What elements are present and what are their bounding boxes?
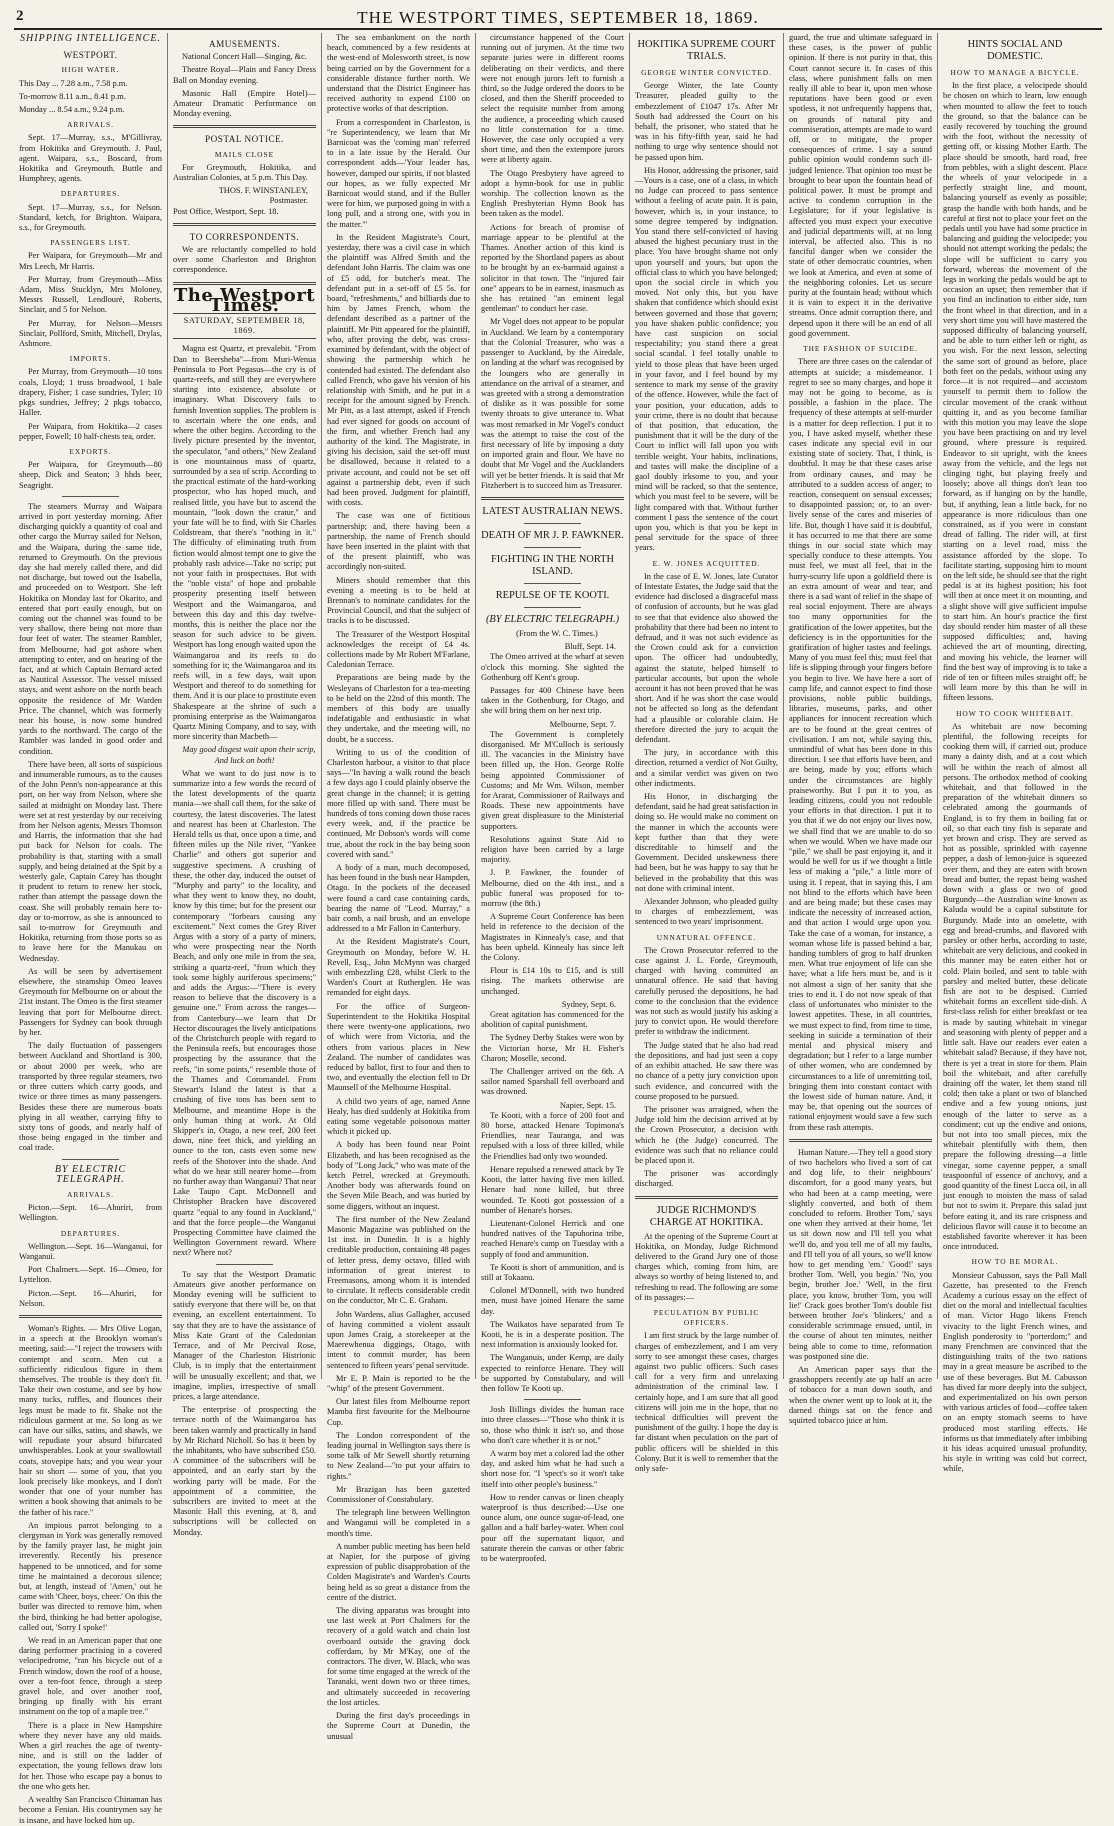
subheading-arrivals: ARRIVALS. — [67, 1189, 114, 1199]
article-paragraph: In the first place, a velocipede should be chosen on which to learn, low enough when mounted to allow the feet to touch the ground, so that the balance can be easily recovered by touching the ground with the foot, without the necessity of getting off, or kissing Mother Earth. The place should be smooth, hard road, free from pebbles, with a slight descent. Place the wheels of your velocipede in a perfectly straight line, and mount, balancing yourself as evenly as possible; grasp the handle with both hands, and be careful at first not to place your feet on the pedals until you have had some practice in balancing and guiding the velocipede; you should not attempt working the pedals; the slope will be sufficient to carry you forward, whereas the movement of the legs in working the pedals would be apt to occasion an upset; then remember that if you find an inclination to either side, turn the front wheel in that direction, and in a very short time you will have mastered the supposed difficulty of balancing yourself, and be able to turn either left or right, as you wish. For the next lesson, selecting the same sort of ground as before, place both feet on the pedals, without using any force—it is not required—and accustom yourself to permit them to follow the circular movement of the crank without quitting it, and as you become familiar with this motion you may leave the slope you have been practising on and try level ground, where pressure is required. Endeavor to sit upright, with the knees away from the vehicle, and the legs not clinging tight, but playing freely and loosely; above all things don't lean too forward, as if hanging on by the handle, but, if anything, lean a little back, for no appearance is more ridiculous than one constrained, as if you were in constant dread of falling. The rider will, at first starting on a level road, miss the assistance afforded by the slope. To facilitate starting, supposing him to mount on the left side, he should see that the right pedal is at its highest position; his foot will then at once meet it on mounting, and a slight shove will give sufficient impulse to start him. An hour's practice the first day should render him master of all these supposed difficulties; and, having achieved the art of mounting, directing, and moving his vehicle, the learner will find the best way of improving is to take a ride of ten or fifteen miles straight off; he will learn more by this than he will in fifteen lessons. — [943, 81, 1087, 703]
article-paragraph: The steamers Murray and Waipara arrived in port yesterday morning. After discharging quickly a quantity of coal and other cargo the Murray sailed for Nelson, and the Waipara, during the same tide, returned to Greymouth. On the previous day she had merely called there, and did not discharge, but towed out the Isabella, and proceeded on to Westport. She left Hokitika on Monday last for Okarito, and entered that port easily enough, but on coming out the channel was found to be very shallow, there being not more than four feet of water. The steamer Rambler, from Melbourne, had got ashore when attempting to enter, and on hearing of the fact, and at which Captain Bernard acted as Nautical Assessor. The vessel missed stays, and went ashore on the north beach opposite the residence of Mr Warden Price. The channel, which was formerly near his house, is now some hundred yards to the northward. The cargo of the Rambler was landed in good order and condition. — [19, 501, 162, 756]
article-paragraph: The Otago Presbytery have agreed to adopt a hymn-book for use in public worship. The collection known as the English Presbyterian Hymn Book has been taken as the model. — [481, 168, 624, 219]
masthead — [14, 6, 1102, 30]
passengers-text: Per Murray, from Greymouth—Miss Adam, Miss Stucklyn, Mrs Moloney, Messrs Russell, Lendlouré, Roberts, Sinclair, and 5 for Nelson. — [19, 274, 162, 315]
amusement-item: Masonic Hall (Empire Hotel)—Amateur Dramatic Performance on Monday evening. — [173, 88, 316, 119]
article-paragraph: Human Nature.—They tell a good story of two bachelors who lived a sort of cat and dog life, to their neighbours' discomfort, for a good many years, but who had been at a camp meeting, were slightly converted, and both of them concluded to reform. Brother Tom,' says one when they arrived at their home, 'let us sit down now and I'll tell you what we'll do, and you tell me of all my faults, and I'll tell you of all yours, so we'll know how to get mending 'em.' 'Good!' says brother Tom. 'Well, you begin.' 'No, you begin, brother Joe.' 'Well, in the first place, you know, brother Tom, you will lie!' Crack goes brother Tom's double fist between brother Joe's 'blinkers,' and a considerable scrimmage ensued, until, in the course of about ten minutes, neither being able to come to time, reformation was postponed sine die. — [789, 1147, 932, 1361]
article-paragraph: Mr Vogel does not appear to be popular in Auckland. We learn by a contemporary that the Colonial Treasurer, who was a passenger to Auckland, by the Airedale, on landing at the wharf was recognised by the loungers who are generally in attendance on the arrival of a steamer, and was greeted with a strong a demonstration of dislike as it was possible for some twenty throats to give utterance to. What was most remarked in Mr Vogel's conduct was the attempt to raise the cost of the first necessary of life by imposing a duty on imported grain and flour. We have no doubt that Mr Vogel and the Aucklanders will yet be better friends. It is said that Mr Fitzherbert is to succeed him as Treasurer. — [481, 317, 624, 490]
column-2 — [168, 33, 322, 1537]
article-paragraph: Monsieur Cabusson, says the Pall Mall Gazette, has presented to the French Academy a curious essay on the effect of diet on the moral and intellectual faculties of man. Victor Hugo likens French vivacity to the light French wines, and English ponderosity to "porterdom;" and many Frenchmen are convinced that the distinguishing traits of the two nations may in a great measure be ascribed to the use of these beverages. But M. Cabusson has dived far more deeply into the subject, and experimentalized on his own person with various articles of food—coffee taken on an empty stomach seems to have produced most startling effects. He informs us that immediately after imbibing it his ideas acquired unusual profundity, his style in writing was cold but correct, while, — [943, 1270, 1087, 1474]
postal-place-date: Post Office, Westport, Sept. 18. — [173, 206, 279, 216]
article-paragraph: The daily fluctuation of passengers between Auckland and Shortland is 300, or about 2000 per week, who are transported by three regular steamers, two or three cutters which carry goods, and twice or three times as many passengers. Besides these there are numerous boats plying in all weather, carrying fifty to sixty tons of goods, and nearly half of those being engaged in the timber and coal trade. — [19, 1041, 162, 1153]
article-paragraph: The Waikatos have separated from Te Kooti, he is in a desperate position. The next information is anxiously looked for. — [481, 1319, 624, 1350]
subheading-mails-close: MAILS CLOSE — [214, 149, 275, 159]
tide-row: To-morrow 8.11 a.m., 8.41 p.m. — [19, 91, 126, 101]
article-paragraph: There is a place in New Hampshire where they never have any old maids. When a girl reaches the age of twenty-nine, and is still on the ladder of expectation, the young fellows draw lots for her. Those who escape pay a bonus to the one who gets her. — [19, 1720, 162, 1791]
subheading-exports: EXPORTS. — [69, 446, 112, 456]
leader-paragraph: What we want to do just now is to summarize into a few words the record of the latest developments of the quartz mania—we shall call them, for the sake of courtesy, the latest discoveries. The latest and nearest has been at Charleston. The Herald tells us that, once upon a time, and fifteen miles up the Nile river, "Yankee Charlie" and others got superior and suggestive specimens. A crushing of these, the other day, induced the outset of "Murphy and party" to the locality, and what they went to know they, no doubt, know by this time; but for the present our contemporary "forbears causing any excitement." Next comes the Grey River Argus with a story of a party of miners, who were prospecting near the North Beach, and only one mile in from the sea, striking a quartz-reef, "from which they took some highly auriferous specimens;" and adds the Argus:—"There is every reason to believe that the discovery is a genuine one." From across the ranges—from Canterbury—we learn that Dr Hector discourages the lively anticipations of the Christchurch people with regard to the Peninsula reefs, but encourages those prospecting by the assurance that the reefs, "in some points," resemble those of the Thames and Coromandel. From Stewart's Island the latest is that a crushing of five tons has been sent to Melbourne, and meantime Hope is the only human thing at work. At Old Skipper's in, Otago, a new reef, 200 feet down, nine feet thick, and yielding an ounce to the ton, casts even some new reefs of the Shotover into the shade. And what do we hear still nearer home—from no further away than Wanganui? That near Lake Taupo Capt. McDonnell and Christopher Bracken have discovered quartz "equal to any found in Auckland," and that the force people—the Wanganui Prospecting Committee have claimed the Wellington Government reward. Where next? Where not? — [173, 768, 316, 1258]
paper-title: The Westport Times. — [173, 284, 316, 316]
leader-paragraph: Magna est Quartz, et prevalebit. "From Dan to Beersheba"—from Muri-Wenua Peninsula to Port Pegasus—the cry is of quartz-reefs, and still they are everywhere starting into existence, absolute or imaginary. What Discovery fails to furnish Invention supplies. The problem is to ascertain where the one ends, and where the other begins. According to the lively picture presented by the inventor, the speculator, "and others," New Zealand is one mountainous mass of quartz, surrounded by a sea of scrip. According to the practical estimate of the hard-working prospector, who has hoped much, and realised little, you have but to ascend the mountain, "look down the cratur," and your fate will be to find, with Sir Charles Coldstream, that there's "nothing in it." The difficulty of eliminating truth from fiction would almost tempt one to give the probably rash advice—Take no scrip; put not your faith in prospectuses. But with the "noble vista" of hope and probable prosperity presenting itself between Westport and the Waimangaroa, and between this day and this day twelve-months, this is neither the place nor the season for such advice to be given. Westport has long enough waited upon the Waimangaroa and its reefs to do something for it; the Waimangaroa and its reefs will, in a few days, wait upon Westport and thereof to do something for them. And it is our place to prostitute even Shakespeare at the shrine of such a promising enterprise as the Waimangaroa Quartz Mining Company, and to say, with more sincerity than Macbeth— — [173, 344, 316, 742]
divider — [789, 1139, 932, 1142]
amusement-item: National Concert Hall—Singing, &c. — [182, 52, 307, 62]
divider — [62, 496, 119, 497]
article-paragraph: The Sydney Derby Stakes were won by the Victorian horse, Mr H. Fisher's Charon; Moselle, second. — [481, 1033, 624, 1063]
article-paragraph: Great agitation has commenced for the abolition of capital punishment. — [481, 1010, 624, 1030]
telegraph-arrival: Picton.—Sept. 16—Ahuriri, from Wellington. — [19, 1203, 162, 1223]
postal-signature-title: Postmaster. — [269, 196, 308, 206]
telegraph-departure: Picton.—Sept. 16—Ahuriri, for Nelson. — [19, 1288, 162, 1308]
article-paragraph: A child two years of age, named Anne Healy, has died suddenly at Hokitika from eating some vegetable poisonous matter which it picked up. — [327, 1096, 470, 1137]
subheading-peculation: PECULATION BY PUBLIC OFFICERS. — [653, 1307, 760, 1328]
article-paragraph: The sea embankment on the north beach, commenced by a few residents at the west-end of Molesworth street, is now being carried on by the Government for a considerable distance further north. We understand that the District Engineer has received authority to expend £100 on protective works of that description. — [327, 33, 470, 114]
article-paragraph: Mr E. P. Main is reported to be the "whip" of the present Government. — [327, 1373, 470, 1393]
arrivals-text: Sept. 17—Murray, s.s., M'Gillivray, from Hokitika and Greymouth. J. Paul, agent. Waipara, s.s., Boscard, from Hokitika and Greymouth. Buttle and Humphrey, agents. — [19, 133, 162, 184]
correspondents-text: We are reluctantly compelled to hold over some Charleston and Brighton correspondence. — [173, 245, 316, 275]
article-paragraph: At the opening of the Supreme Court at Hokitika, on Monday, Judge Richmond delivered to the Grand Jury one of those charges which, coming from him, are always so worthy of being listened to, and refreshing to read. The following are some of its passages:— — [635, 1231, 778, 1302]
article-paragraph: In the Resident Magistrate's Court, yesterday, there was a civil case in which the plaintiff was Alfred Smith and the defendant John Harris. The claim was one of £5 odd, for butcher's meat. The defendant put in a set-off of £5 5s. for board, "refreshments," and billiards due to him by James French, whom the defendant described as a partner of the plaintiff. Mr Pitt appeared for the plaintiff, who, after proving the debt, was cross-examined by defendant, with the object of showing the partnership which he contended had existed. The defendant also called French, who gave his version of his relationship with Smith, and he put in a receipt for the amount signed by French. Mr Pitt, as a last attempt, asked if French had ever signed for goods on account of the firm, and whether French had any authority of the kind. The Magistrate, in giving his decision, said the set-off must be disallowed, because it related to a private account, and could not be set off against a partnership debt, even if such had been proved. Judgment for plaintiff, with costs. — [327, 232, 470, 508]
section-heading-shipping: SHIPPING INTELLIGENCE. — [20, 33, 161, 44]
telegraph-departure: Port Chalmers.—Sept. 16—Omeo, for Lyttelton. — [19, 1265, 162, 1285]
subheading-jones: E. W. JONES ACQUITTED. — [652, 558, 761, 568]
passengers-text: Per Murray, for Nelson—Messrs Sinclair, Pollford, Smith, Mitchell, Drylas, Ashmore. — [19, 318, 162, 349]
article-paragraph: George Winter, the late County Treasurer, pleaded guilty to the embezzlement of £1047 17s. After Mr South had addressed the Court on his behalf, the prisoner, who stated that he was in his fifty-fifth year, said he had nothing to urge why sentence should not be passed upon him. — [635, 81, 778, 162]
article-paragraph: The case was one of fictitious partnership; and, there having been a partnership, the name of French should have been inserted in the plaint with that of the present plaintiff, who was accordingly non-suited. — [327, 511, 470, 572]
headline-death: DEATH OF MR J. P. FAWKNER. — [481, 529, 624, 541]
column-4 — [476, 33, 630, 1563]
divider — [524, 523, 581, 524]
headline-telegraph: (BY ELECTRIC TELEGRAPH.) — [485, 613, 620, 625]
article-paragraph: There have been, all sorts of suspicious and innumerable rumours, as to the causes of the John Penn's non-appearance at this port, on her way from Nelson, where she sailed at midnight on Monday last. There were set at rest yesterday by our receiving from her Nelson agents, Messrs Thomson and Harris, the information that she had put back for Nelson for coals. The probability is that, starting with a small supply, and being detained at the Spit by a westerly gale, Captain Carey has thought it prudent to return to renew her stock, rather than attempt the passage down the coast. She will probably remain here to-day or to-morrow, as she is announced to sail to-morrow for Greymouth and Hokitika, returning from those ports so as to leave here for the Manukau on Wednesday. — [19, 759, 162, 963]
telegraph-departure: Wellington.—Sept. 16—Wanganui, for Wanganui. — [19, 1241, 162, 1261]
subheading-suicide: THE FASHION OF SUICIDE. — [803, 344, 918, 354]
exports-text: Per Waipara, for Greymouth—80 sheep, Dick and Seaton; 3 hhds beer, Seagright. — [19, 460, 162, 490]
subheading-westport: WESTPORT. — [63, 50, 118, 61]
postal-text: For Greymouth, Hokitika, and Australian Colonies, at 5 p.m. This Day. — [173, 162, 316, 183]
article-paragraph: John Wardens, alias Gallagher, accused of having committed a violent assault upon James Craig, a storekeeper at the Maerewhenua diggings, Otago, with intent to commit murder, has been sentenced to fifteen years' penal servitude. — [327, 1309, 470, 1370]
page-number: 2 — [16, 8, 24, 24]
tide-row: This Day ... 7.28 a.m., 7.58 p.m. — [19, 78, 128, 88]
subheading-imports: IMPORTS. — [69, 354, 112, 364]
columns — [14, 33, 1102, 1825]
headline-supreme-court: HOKITIKA SUPREME COURT TRIALS. — [637, 39, 776, 62]
section-heading-correspondents: TO CORRESPONDENTS. — [189, 231, 300, 242]
article-paragraph: The London correspondent of the leading journal in Wellington says there is some talk of Mr Sewell shortly returning to New Zealand—"to put your affairs to rights." — [327, 1430, 470, 1481]
column-7 — [938, 33, 1092, 1474]
article-paragraph: From a correspondent in Charleston, is "re Superintendency, we learn that Mr Barnicoat was the 'coming man' referred to in a late issue by the Herald. Our correspondent adds—'Your leader has, however, damped our spirits, if not blasted our hopes, as we fully expected Mr Barnicoat would stand, and if the Buller were for him, we purposed going in with a long pull, and a strong one, with you in the matter.'" — [327, 117, 470, 229]
amusement-item: Theatre Royal—Plain and Fancy Dress Ball on Monday evening. — [173, 65, 316, 85]
passengers-text: Per Waipara, for Greymouth—Mr and Mrs Leech, Mr Harris. — [19, 251, 162, 271]
section-heading-telegraph: BY ELECTRIC TELEGRAPH. — [54, 1163, 127, 1185]
leader-quote: May good disgest wait upon their scrip, And luck on both! — [182, 745, 316, 765]
article-paragraph: The first number of the New Zealand Masonic Magazine was published on the 1st inst. in Dunedin. It is a highly creditable production, containing 48 pages of letter press, demy octavo, filled with information of great interest to Freemasons, among whom it is intended to circulate. It reflects considerable credit on the conductor, Mr C. E. Graham. — [327, 1214, 470, 1306]
article-paragraph: The enterprise of prospecting the terrace north of the Waimangaroa has been taken warmly and practically in hand by Mr Richard Nicholl. So has it been by the inhabitants, who have subscribed £50. A committee of the subscribers will be appointed, and an early start by the working party will be made. For the appointment of a committee, the subscribers are invited to meet at the Masonic Hall this evening, at 8, and subscriptions will be collected on Monday. — [173, 1405, 316, 1537]
column-1 — [14, 33, 168, 1825]
dateline-napier: Napier, Sept. 15. — [559, 1100, 616, 1110]
subheading-whitebait: HOW TO COOK WHITEBAIT. — [956, 708, 1074, 718]
article-paragraph: A body of a man, much decomposed, has been found in the bush near Hampden, Otago. In the pockets of the deceased were found a card case containing cards, bearing the name of "Leod. Murray," a bair comb, a nail brush, and an envelope addressed to a Mr Fallon in Canterbury. — [327, 863, 470, 934]
divider — [524, 1399, 581, 1400]
subheading-winter: GEORGE WINTER CONVICTED. — [641, 68, 772, 77]
paper-dateline: SATURDAY, SEPTEMBER 18, 1869. — [173, 313, 316, 339]
column-6 — [784, 33, 938, 1426]
article-paragraph: To say that the Westport Dramatic Amateurs give another performance on Monday evening will be sufficient to satisfy everyone that there will be, on that evening, an excellent entertainment. To say that they are to have the assistance of Miss Kate Grant of the Caledonian Terrace, and of Mr Percival Rose, Manager of the Charleston Histrionic Club, is to imply that the entertainment will be unusually excellent; and that, we imagine, implies, irrespective of small prices, a large attendance. — [173, 1269, 316, 1401]
dateline-sydney: Sydney, Sept. 6. — [561, 999, 616, 1009]
headline-hints: HINTS SOCIAL AND DOMESTIC. — [967, 39, 1063, 62]
tide-row: Monday ... 8.54 a.m., 9.24 p.m. — [19, 105, 125, 115]
article-paragraph: We read in an American paper that one daring performer practising in a covered velocipedrome, "ran his bicycle out of a French window, down the roof of a house, over a ten-foot fence, through a steep gravel hole, and over another roof, bringing up finally with his errant instrument on the top of a maple tree." — [19, 1636, 162, 1717]
headline-repulse: REPULSE OF TE KOOTI. — [495, 589, 610, 601]
section-heading-postal: POSTAL NOTICE. — [205, 134, 284, 145]
divider — [481, 497, 624, 500]
article-paragraph: The Omeo arrived at the wharf at seven o'clock this morning. She sighted the Gothenburg off Kent's group. — [481, 652, 624, 682]
article-paragraph: Josh Billings divides the human race into three classes—"Those who think it is so, those who think it isn't so, and those who don't care whether it is or not." — [481, 1405, 624, 1445]
divider — [62, 1159, 119, 1160]
article-paragraph: There are three cases on the calendar of attempts at suicide; a misdemeanor. I regret to see so many charges, and hope it may not be going to become, as is possible, a fashion in the place. The frequency of these attempts at self-murder is a matter for deep reflection. I put it to you, I have asked myself, whether these cases indicate any special evil in our existing state of society. That, I think, is doubtful. It may be that these cases arise from ordinary causes, and may be attributed to a sudden access of anger; to reaction, consequent on sensual excesses; to disappointed passion; or, to an over-lively sense of the cares and miseries of life. But, though I have said it is doubtful, it has occurred to me that there are some things in our social state which may specially conduce to these attempts. You must feel, we must all feel, that in the hurry-scurry life upon a goldfield there is an extra amount of wear and tear, and there is a sad want of relief in the shape of real social enjoyment. There are always too many opportunities for the gratification of the lower appetites, but the deficiency is in the opportunities for the gratification of higher tastes and feelings. Many of you must feel this; must feel that life is slipping through your fingers before you begin to live. We have here a sort of camp life, and cannot expect to find those provisions, noble public buildings, libraries, museums, parks, and other appliances for innocent recreation which are to be found at the great centres of civilisation. I am not, while saying this, unmindful of what has been done in this direction. I see that efforts have been, and are being, made by you; efforts which under the circumstances are highly praiseworthy. But I put it to you, as leading citizens, could you not redouble your efforts in that direction. I put it to you that if we do not enjoy our lives now, we shall find that we are unable to do so when we would. When we have made our "pile," we shall be past enjoying it, and it would be well for us if we thought a little less of making a "pile," a little more of using it. I repeat, that in saying this, I am not blind to the efforts which have been and are being made; but these cases may indicate the necessity of increased action, and that action I would urge upon you. Take the case of a woman, for instance, a woman whose life is passed behind a bar, handing tumblers of grog to half drunken men. What true enjoyment of life can she have; what a life hers must be, and is it not almost a sign of her sanity that she tries to end it. I do not now speak of that class of unfortunates who minister to the lowest appetites. These, in all countries, we must expect to find, from time to time, seeking in suicide a termination of their mental and physical misery and degradation; but I refer to a large number of other women, who are condemned by circumstances to a life of unremitting toil, bringing them into constant contact with the lowest side of human nature. And, it may be, that opening out the sources of rational enjoyment would save a few such from these rash attempts. — [789, 357, 932, 1132]
divider — [524, 547, 581, 548]
article-paragraph: The Wanganuis, under Kemp, are daily expected to reinforce Henare. They will be supported by Constabulary, and will then follow Te Kooti up. — [481, 1353, 624, 1393]
departures-text: Sept. 17—Murray, s.s., for Nelson. Standard, ketch, for Brighton. Waipara, s.s., for Greymouth. — [19, 202, 162, 233]
subheading-departures: DEPARTURES. — [60, 1228, 121, 1238]
headline-latest-news: LATEST AUSTRALIAN NEWS. — [482, 505, 623, 517]
article-paragraph: Lieutenant-Colonel Herrick and one hundred natives of the Tapuhorina tribe, reached Henare's camp on Tuesday with a supply of food and ammunition. — [481, 1218, 624, 1259]
subheading-departures: DEPARTURES. — [60, 189, 121, 199]
column-3 — [322, 33, 476, 1741]
article-paragraph: Preparations are being made by the Wesleyans of Charleston for a tea-meeting to be held on the 22nd of this month. The members of this body are usually indefatigable and enthusiastic in what they undertake, and the meeting will, no doubt, be a success. — [327, 673, 470, 744]
article-paragraph: His Honor, addressing the prisoner, said—Yours is a case, one of a class, in which no Judge can proceed to pass sentence without a feeling of acute pain. It is pain, however, which is, in your instance, to some degree tempered by indignation. You stand there self-convicted of having abused the highest pecuniary trust in the place. You have brought shame not only upon yourself and yours, but upon the official class to which you have belonged; upon the social circle in which you moved. Not only this, but you have shaken that confidence which should exist between governed and those that govern; you have shaken public confidence; you have cast suspicion on social respectability; you stand there a great social scandal. I feel totally unable to yield to those pleas that have been urged in your favor, and I feel bound by my sentence to mark my sense of the gravity of the offence. However, while the fact of your position, your education, adds to your crime, there is no doubt that because of that position, that education, the punishment that it will be the duty of the Court to inflict will fall upon you with terrible weight. Your habits, inclinations, and tastes will make the discipline of a gaol doubly irksome to you, and your mind will be racked, so that the sentence, which you must feel to be severe, will be light compared with that. Without further comment I pass the sentence of the court upon you, which is that you be kept in penal servitude for the space of three years. — [635, 165, 779, 553]
article-paragraph: Alexander Johnson, who pleaded guilty to charges of embezzlement, was sentenced to two years' imprisonment. — [635, 897, 778, 927]
article-paragraph: As will be seen by advertisement elsewhere, the steamship Omeo leaves Greymouth for Melbourne on or about the 21st instant. The Omeo is the first steamer leaving that port for Melbourne direct. Passengers for Sydney can book through by her. — [19, 966, 162, 1038]
divider — [173, 125, 316, 128]
article-paragraph: A body has been found near Point Elizabeth, and has been recognised as the body of "Long Jack," who was mate of the ketch Petrel, wrecked at Greymouth. Another body was afterwards found on the Seven Mile Beach, and was buried by some diggers, without an inquest. — [327, 1140, 470, 1211]
article-paragraph: During the first day's proceedings in the Supreme Court at Dunedin, the unusual — [327, 1711, 470, 1741]
subheading-high-water: HIGH WATER. — [61, 65, 120, 75]
divider — [216, 1264, 273, 1265]
divider — [524, 607, 581, 608]
divider — [524, 583, 581, 584]
article-paragraph: Henare repulsed a renewed attack by Te Kooti, the latter having five men killed. Henare had none killed, but three wounded. Te Kooti got possession of a number of Henare's horses. — [481, 1164, 624, 1215]
article-paragraph: An American paper says that the grasshoppers recently ate up half an acre of tobacco for a man down south, and when the owner went up to look at it, the darned things sat on the fence and squirted tobacco juice at him. — [789, 1365, 932, 1426]
article-paragraph: The diving apparatus was brought into use last week at Port Chalmers for the recovery of a gold watch and chain lost overboard outside the graving dock cofferdam, by Mr M'Kay, one of the contractors. The diver, W. Black, who was for some time engaged at the wreck of the Taranaki, went down two or three times, and ultimately succeeded in recovering the lost articles. — [327, 1606, 470, 1707]
article-paragraph: The prisoner was accordingly discharged. — [635, 1169, 778, 1189]
subheading-arrivals: ARRIVALS. — [67, 120, 114, 130]
dateline-melbourne: Melbourne, Sept. 7. — [549, 719, 616, 729]
article-paragraph: In the case of E. W. Jones, late Curator of Intestate Estates, the Judge said that the evidence had disclosed a disgraceful mass of confusion of accounts, but he was glad to see that that evidence also showed the probability that there had been no intent to defraud, and it was not such evidence as the Crown could ask for a conviction upon. The officer had undoubtedly, against the statute, helped himself to particular accounts, but upon the whole account it has not been proved that he was short. And if he was short the case would not be affected so long as the defendant had a plausible or colorable claim. He therefore directed the jury to acquit the defendant. — [635, 571, 778, 744]
article-paragraph: Resolutions against State Aid to religion have been carried by a large majority. — [481, 834, 624, 865]
article-paragraph: Woman's Rights. — Mrs Olive Logan, in a speech at the Brooklyn woman's meeting, said:—"I reject the trowsers with contempt and scorn. Men cut a sufficiently ridiculous figure in them themselves. The trouble is they don't fit. Take their own costume, and see by how many tucks, ruffles, and flounces their legs must be made to fit. Shake not the ridiculous garment at me. So long as we can have our silks, satins, and shawls, we will repudiate your absurd bifurcated unwhisperables. Look at your swallowtail coats, stovepipe hats; and you wear your hair so short — some of you, that you look precisely like monkeys, and I don't wonder that one of your number has written a book showing that animals to be the father of his race." — [19, 1323, 162, 1517]
article-paragraph: Te Kooti, with a force of 200 foot and 80 horse, attacked Henare Topimona's Friendlies, near Tauranga, and was repulsed with a loss of three killed, while the Friendlies had only two wounded. — [481, 1110, 624, 1161]
article-paragraph: An impious parrot belonging to a clergyman in York was generally removed by the family prayer last, he might join irreverently. Recently his presence happened to be unnoticed, and for some time he maintained a decorous silence; but, at length, instead of 'Amen,' out he came with 'Cheer, boys, cheer.' On this the butler was directed to remove him, when the bird, thinking he had better apologise, called out, 'Sorry I spoke!' — [19, 1520, 162, 1632]
subheading-unnatural: UNNATURAL OFFENCE. — [656, 932, 757, 942]
article-paragraph: Mr Brazigan has been gazetted Commissioner of Constabulary. — [327, 1484, 470, 1505]
imports-text: Per Murray, from Greymouth—10 tons coals, Lloyd; 1 truss broadwool, 1 bale drapery, Fisher; 1 case sundries, Tyler; 10 pkgs sundries, Jeffrey; 2 pkgs tobacco, Haller. — [19, 367, 162, 418]
article-paragraph: Passages for 400 Chinese have been taken in the Gothenburg, for Otago, and she will bring them on her next trip. — [481, 685, 624, 716]
article-paragraph: The Crown Prosecutor referred to the case against J. L. Forde, Greymouth, charged with having committed an unnatural offence. He said that having carefully perused the depositions, he had come to the conclusion that the evidence was not such as would justify his asking a jury to convict upon. He would therefore prefer to withdraw the indictment. — [635, 945, 778, 1037]
newspaper-masthead-title: THE WESTPORT TIMES, SEPTEMBER 18, 1869. — [357, 8, 759, 27]
column-5 — [630, 33, 784, 1473]
divider — [173, 223, 316, 226]
article-paragraph: The Challenger arrived on the 6th. A sailor named Sparshall fell overboard and was drowned. — [481, 1067, 624, 1097]
article-paragraph: A wealthy San Francisco Chinaman has become a Fenian. His countrymen say he is insane, and have locked him up. — [19, 1795, 162, 1825]
section-heading-amusements: AMUSEMENTS. — [208, 39, 281, 49]
dateline-bluff: Bluff, Sept. 14. — [564, 642, 616, 652]
divider — [19, 1315, 162, 1318]
article-paragraph: Colonel M'Donnell, with two hundred men, must have joined Henare the same day. — [481, 1286, 624, 1316]
article-paragraph: Miners should remember that this evening a meeting is to be held at Brennan's to nominate candidates for the Provincial Council, and that the subject of tracks is to be discussed. — [327, 575, 470, 626]
article-paragraph: I am first struck by the large number of charges of embezzlement, and I am very sorry to see amongst these cases, charges against two public officers. Such cases call for a very firm and unrelaxing administration of the criminal law. I certainly hope, and I am sure that all good citizens will join me in the hope, that no technical difficulties will prevent the punishment of the guilty. I hope the day is far distant when peculation on the part of public officers will be shielded in this Colony. But it is well to remember that the only safe- — [635, 1331, 778, 1473]
article-paragraph: A warm boy met a colored lad the other day, and asked him what he had such a short nose for. "I 'spect's so it won't take itself into other people's business." — [481, 1448, 624, 1489]
article-paragraph: His Honor, in discharging the defendant, said he had great satisfaction in doing so. He would make no comment on the manner in which the accounts were kept further than that they were discreditable to himself and the Government. Decided unskewness there had been, but he was happy to say that he believed in the probability that this was not done with criminal intent. — [635, 792, 778, 893]
article-paragraph: The Government is completely disorganised. Mr M'Culloch is seriously ill. The vacancies in the Ministry have been filled up, the Hon. George Rolfe being appointed Commissioner of Customs; and Mr Wm. Wilson, member for Ararat, Commissioner of Railways and Roads. These new appointments have given great displeasure to the Ministerial supporters. — [481, 729, 624, 831]
article-paragraph: The prisoner was arraigned, when the Judge told him the decision arrived at by the Crown Prosecutor, a decision with which he (the Judge) concurred. The evidence was such that no reliance could be placed upon it. — [635, 1104, 778, 1165]
article-paragraph: Flour is £14 10s to £15, and is still rising. The markets otherwise are unchanged. — [481, 966, 624, 996]
article-paragraph: Actions for breach of promise of marriage appear to be plentiful at the Thames. Another action of this kind is reported by the Shortland papers as about to be brought by an ex-barmaid against a solicitor in that town. The "injured fair one" appears to be in earnest, inasmuch as she has retained "an eminent legal gentleman" to conduct her case. — [481, 222, 624, 314]
article-paragraph: guard, the true and ultimate safeguard in these cases, is the power of public opinion. If there is not purity in that, this Court cannot secure it. In cases of this class, where punishment falls on men really ill able to bear it, upon men whose reputations have been good or even spotless, it not unfrequently happens that, on grounds of natural pity and commiseration, attempts are made to ward off, or to mitigate, the proper consequences of crime. I say a sound public opinion would condemn such ill-judged lenience. That opinion too must be brought to bear upon the fountain head of political power. It must be prompt and active to condemn corruption in the Legislature; for if your legislative is affected you must expect your executive and judicial departments will, at no long interval, be affected also. This is no fanciful danger when we consider the state of other democratic countries, when we look at America, and even at some of the neighboring colonies. Let us secure purity at the fountain head; without which it is vain to expect it in the derivative streams. Once admit corruption there, and depend upon it there will be an end of all good government. — [789, 33, 932, 338]
subheading-moral: HOW TO BE MORAL. — [971, 1257, 1059, 1267]
article-paragraph: The telegraph line between Wellington and Wanganui will be completed in a month's time. — [327, 1508, 470, 1538]
article-paragraph: The jury, in accordance with this direction, returned a verdict of Not Guilty, and a similar verdict was given on two other indictments. — [635, 748, 778, 788]
article-paragraph: As whitebait are now becoming plentiful, the following receipts for cooking them will, if carried out, produce many a dainty dish, and at a cost which will be within the reach of almost all persons. The orthodox method of cooking whitebait, and that followed in the preparation of the whitebait dinners so celebrated among the gourmands of England, is to fry them in boiling fat or oil, so that each tiny fish is separate and yet brown and crisp. They are served as hot as possible, sprinkled with cayenne pepper, a dash of lemon-juice is squeezed over them, and they are eaten with brown bread and butter, the repast being washed down with a glass or two of good Burgundy—the Australian wine known as Kaluda would be a capital substitute for Burgundy. Made into an omelette, with egg and bread-crumbs, and flavored with parsley or other herbs, according to taste, whitebait are very delicious, and cooked in this manner may be eaten either hot or cold. Plain boiled, and sent to table with parsley and melted butter, these delicate fish are not to be despised. Curried whitebait forms an excellent side-dish. A first-class relish for either breakfast or tea is made by sauting whitebait in vinegar and seasoning with plenty of pepper and a little salt. Have our readers ever eaten a whitebait salad? Because, if they have not, there is yet a treat in store for them. Plain boil the whitebait, and after carefully draining off the water, let them stand till cold; then take a plant or two of blanched endive and a few young onions, just enough of the latter to serve as a condiment; cut up the endive and onions, but not into too small pieces, mix the whitebait plentifully with them, then prepare the following dressing—a little vinegar, some cayenne pepper, a small teaspoonful of essence of anchovy, and a good quantity of the finest Lucca oil, in all just enough to moisten the mass of salad but not to swim it. Prepare this salad just before eating it, and its rare crispness and delicious flavor will cause it to become an established favorite wherever it has been once introduced. — [943, 721, 1087, 1252]
postal-signature: THOS. F. WINSTANLEY, — [218, 186, 308, 196]
source-credit: (From the W. C. Times.) — [516, 628, 598, 638]
article-paragraph: At the Resident Magistrate's Court, Greymouth on Monday, before W. H. Revell, Esq., John McMynn was charged with embezzling £28, whilst Clerk to the Warden's Court at Rutherglen. He was remanded for eight days. — [327, 937, 470, 998]
divider — [635, 1196, 778, 1199]
headline-fighting: FIGHTING IN THE NORTH ISLAND. — [491, 553, 614, 577]
article-paragraph: J. P. Fawkner, the founder of Melbourne, died on the 4th inst., and a public funeral was proposed for to-morrow (the 8th.) — [481, 868, 624, 909]
headline-judge-charge: JUDGE RICHMOND'S CHARGE AT HOKITIKA. — [649, 1204, 764, 1228]
article-paragraph: Te Kooti is short of ammunition, and is still at Tokaanu. — [481, 1262, 624, 1282]
article-paragraph: circumstance happened of the Court running out of jurymen. At the time two separate juries were in different rooms deliberating on their verdicts, and there were not enough jurors left to furnish a third, so the Judge ordered the doors to be closed, and then the Sheriff proceeded to select the requisite number from among the audience, a proceeding which caused no little consternation for a time. However, the case only occupied a very short time, and then the extempore jurors were at liberty again. — [481, 33, 624, 165]
article-paragraph: Our latest files from Melbourne report Mamba first favourite for the Melbourne Cup. — [327, 1397, 470, 1427]
subheading-passengers: PASSENGERS LIST. — [50, 238, 131, 248]
article-paragraph: How to render canvas or linen cheaply waterproof is thus described:—Use one ounce alum, one ounce sugar-of-lead, one gallon and a half barley-water. When cool pour off the supernatant liquor, and saturate therein the canvas or other fabric to be waterproofed. — [481, 1492, 624, 1563]
article-paragraph: A Supreme Court Conference has been held in reference to the decision of the Magistrates in Kinnealy's case, and that has been upheld. Kinnealy has since left the Colony. — [481, 912, 624, 963]
article-paragraph: A number public meeting has been held at Napier, for the purpose of giving expression of public disapprobation of the Colden Magistrate's and Warden's Courts being held as so great a distance from the centre of the district. — [327, 1541, 470, 1602]
subheading-bicycle: HOW TO MANAGE A BICYCLE. — [950, 68, 1080, 77]
article-paragraph: For the office of Surgeon-Superintendent to the Hokitika Hospital there were twenty-one applications, two of which were from Victoria, and the others from various places in New Zealand. The number of candidates was reduced by ballot, first to four and then to two, and eventually the election fell to Dr Maunsell of the Melbourne Hospital. — [327, 1001, 470, 1093]
imports-text: Per Waipara, from Hokitika—2 cases pepper, Fowell; 10 half-chests tea, order. — [19, 421, 162, 441]
article-paragraph: The Judge stated that he also had read the depositions, and had just seen a copy of an exhibit attached. He saw there was no chance of a petty jury conviction upon such evidence, and concurred with the course proposed to be pursued. — [635, 1040, 778, 1101]
article-paragraph: Writing to us of the condition of Charleston harbour, a visitor to that place says—"In having a walk round the beach a few days ago I could plainly observe the great change in the channel; it is getting more filled up with sand. There must be hundreds of tons coming down those races every week, and, if the practice be continued, Mr Dobson's words will come true, about the rock in the bay being soon covered with sand." — [327, 747, 470, 859]
article-paragraph: The Treasurer of the Westport Hospital acknowledges the receipt of £4 4s. collections made by Mr Robert M'Farlane, Caledonian Terrace. — [327, 629, 470, 670]
